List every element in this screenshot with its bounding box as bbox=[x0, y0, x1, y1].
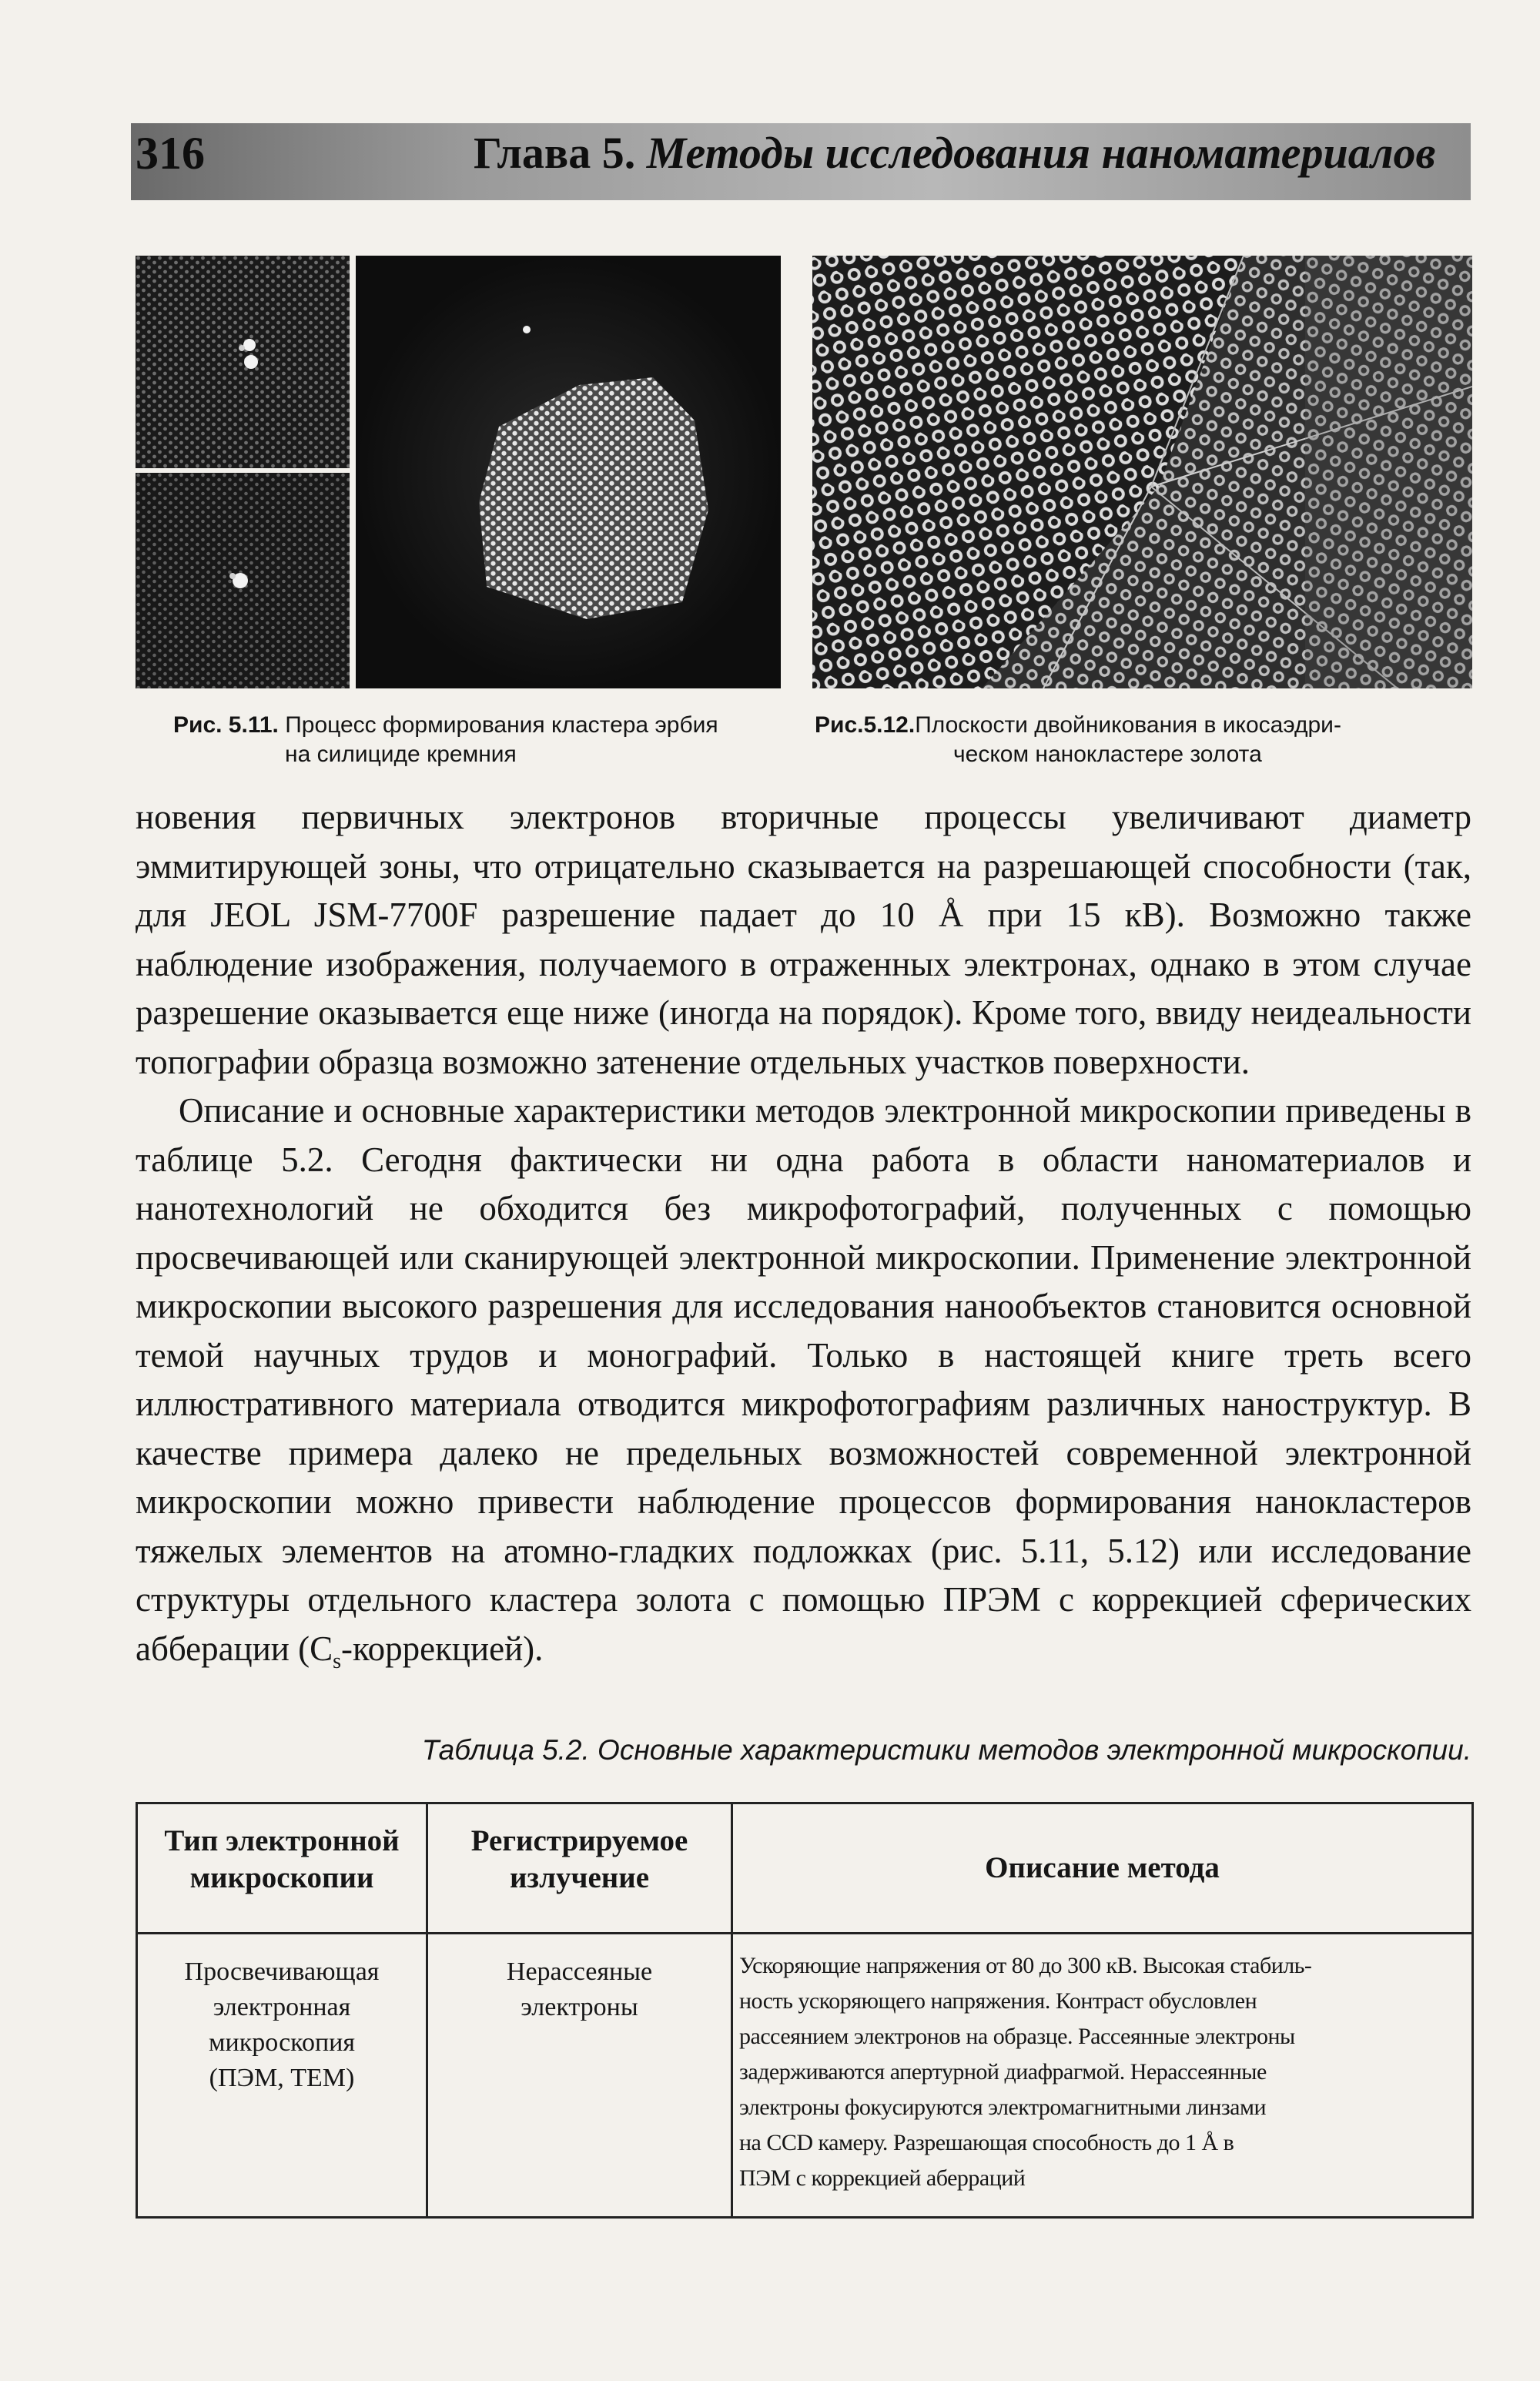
cell-text: задерживаются апертурной диафрагмой. Нерассеянные bbox=[739, 2059, 1267, 2085]
atomic-lattice-image bbox=[136, 473, 350, 688]
cell-description bbox=[732, 1934, 1473, 2218]
caption-line bbox=[173, 711, 812, 740]
cell-text: Нерассеяные bbox=[506, 1957, 653, 1986]
cell-text: электронная bbox=[213, 1993, 351, 2021]
subscript: s bbox=[333, 1649, 342, 1673]
figure-5-12-image bbox=[812, 256, 1472, 688]
cell-text: (ПЭМ, ТЕМ) bbox=[209, 2064, 355, 2092]
cell-radiation bbox=[427, 1934, 732, 2218]
header-type bbox=[137, 1803, 427, 1934]
figure-5-11-cluster-image bbox=[356, 256, 781, 688]
header-radiation bbox=[427, 1803, 732, 1934]
header-text: Тип электронной bbox=[164, 1824, 400, 1857]
cell-text: рассеянием электронов на образце. Рассеянные электроны bbox=[739, 2024, 1295, 2049]
figure-5-11-panel-bottom bbox=[136, 473, 350, 688]
caption-text: ческом нанокластере золота bbox=[953, 742, 1262, 767]
cell-text: Ускоряющие напряжения от 80 до 300 кВ. Высокая стабиль- bbox=[739, 1953, 1312, 1978]
body-text bbox=[136, 793, 1471, 1686]
cell-text: на CCD камеру. Разрешающая способность до 1 Å в bbox=[739, 2130, 1234, 2155]
chapter-title bbox=[474, 127, 1435, 179]
figure-label: Рис.5.12. bbox=[815, 712, 916, 738]
figure-5-12-caption bbox=[815, 711, 1477, 769]
chapter-prefix: Глава 5. bbox=[474, 128, 636, 178]
header-description: Описание метода bbox=[732, 1803, 1473, 1934]
cell-type bbox=[137, 1934, 427, 2218]
atomic-lattice-image bbox=[136, 256, 350, 468]
paragraph-text: -коррекцией). bbox=[341, 1629, 544, 1668]
header-text: микроскопии bbox=[189, 1861, 374, 1894]
paragraph bbox=[136, 1087, 1471, 1686]
table-row bbox=[137, 1934, 1473, 2218]
chapter-name: Методы исследования наноматериалов bbox=[646, 128, 1436, 178]
table-header-row bbox=[137, 1803, 1473, 1934]
figure-label: Рис. 5.11. bbox=[173, 712, 279, 738]
header-text: Регистрируемое bbox=[470, 1824, 688, 1857]
figure-5-11-caption bbox=[173, 711, 812, 769]
page-number: 316 bbox=[136, 128, 205, 179]
cell-text: электроны фокусируются электромагнитными линзами bbox=[739, 2095, 1267, 2120]
erbium-cluster-image bbox=[356, 256, 781, 688]
cell-text: электроны bbox=[521, 1993, 638, 2021]
cell-text: микроскопия bbox=[209, 2028, 355, 2057]
cell-text: ПЭМ с коррекцией аберраций bbox=[739, 2165, 1026, 2191]
caption-text: Плоскости двойникования в икосаэдри- bbox=[915, 712, 1341, 738]
caption-text: на силициде кремния bbox=[285, 742, 517, 767]
cell-text: ность ускоряющего напряжения. Контраст обусловлен bbox=[739, 1988, 1257, 2014]
paragraph: новения первичных электронов вторичные процессы увеличивают диаметр эммитирующей зоны, что отрицательно сказывается на разрешающей способности (так, для JEOL JSM-7700F разрешение падает до 10 Å при 15 кВ). Возможно также наблюдение изображения, получаемого в отраженных электронах, однако в этом случае разрешение оказывается еще ниже (иногда на порядок). Кроме того, ввиду неидеальности топографии образца возможно затенение отдельных участков поверхности. bbox=[136, 798, 1471, 1081]
table-caption: Таблица 5.2. Основные характеристики методов электронной микроскопии. bbox=[421, 1734, 1471, 1766]
caption-line bbox=[815, 711, 1477, 740]
cell-text: Просвечивающая bbox=[184, 1957, 380, 1986]
figure-5-11-panel-top bbox=[136, 256, 350, 468]
gold-nanocluster-image bbox=[812, 256, 1472, 688]
methods-table bbox=[136, 1802, 1474, 2219]
header-text: излучение bbox=[509, 1861, 650, 1894]
paragraph-text: Описание и основные характеристики методов электронной микроскопии приведены в таблице 5.2. Сегодня фактически ни одна работа в области наноматериалов и нанотехнологий не обходится без микрофотографий, полученных с помощью просвечивающей или сканирующей электронной микроскопии. Применение электронной микроскопии высокого разрешения для исследования нанообъектов становится основной темой научных трудов и монографий. Только в настоящей книге треть всего иллюстративного материала отводится микрофотографиям различных наноструктур. В качестве примера далеко не предельных возможностей современной электронной микроскопии можно привести наблюдение процессов формирования нанокластеров тяжелых элементов на атомно-гладких подложках (рис. 5.11, 5.12) или исследование структуры отдельного кластера золота с помощью ПРЭМ с коррекцией сферических абберации (C bbox=[136, 1091, 1471, 1668]
caption-text: Процесс формирования кластера эрбия bbox=[285, 712, 718, 738]
